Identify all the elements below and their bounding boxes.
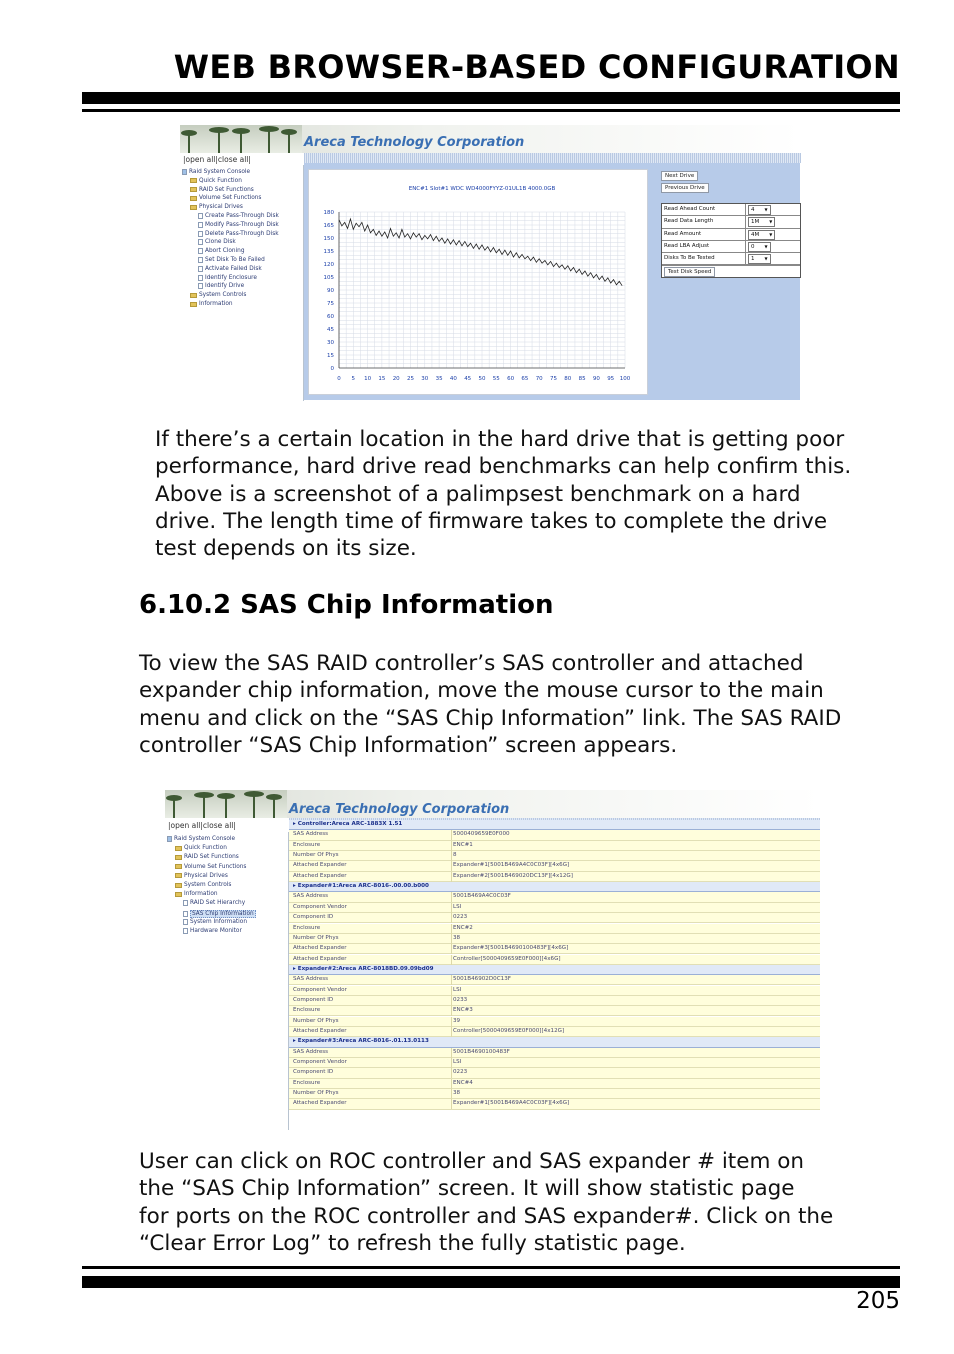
parameter-value-cell xyxy=(746,216,800,227)
sas-field-value: Expander#3[5001B4690100483F][4x6G] xyxy=(453,945,569,952)
x-tick-label: 95 xyxy=(607,376,615,382)
page-icon xyxy=(198,239,203,245)
sidebar-item[interactable] xyxy=(167,836,235,842)
folder-icon xyxy=(175,883,182,888)
sas-table-row xyxy=(289,924,820,934)
folder-icon xyxy=(175,846,182,851)
x-tick-label: 30 xyxy=(421,376,429,382)
company-name: Areca Technology Corporation xyxy=(304,135,525,150)
y-tick-label: 150 xyxy=(323,236,334,242)
folder-open-icon xyxy=(175,892,182,897)
company-name: Areca Technology Corporation xyxy=(289,802,510,817)
series-line xyxy=(339,219,622,286)
page-icon xyxy=(183,928,188,934)
page-icon xyxy=(198,275,203,281)
sas-table-row xyxy=(289,975,820,985)
sas-field-value: 39 xyxy=(453,1017,461,1024)
x-tick-label: 5 xyxy=(351,376,356,382)
sas-field-name: Component ID xyxy=(293,914,334,921)
sidebar-item[interactable] xyxy=(190,195,261,201)
sidebar-nav xyxy=(180,165,304,401)
sas-field-value: 5001B4690100483F xyxy=(453,1048,510,1055)
column-divider xyxy=(451,944,452,954)
x-tick-label: 0 xyxy=(337,376,341,382)
parameter-select-value: 4 xyxy=(751,206,765,214)
column-divider xyxy=(451,872,452,882)
chevron-down-icon: ▼ xyxy=(764,207,768,212)
sas-field-value: 38 xyxy=(453,934,461,941)
parameter-footer xyxy=(662,265,800,277)
column-divider xyxy=(451,975,452,985)
sas-device-title: ▸ Expander#2:Areca ARC-8018BD.09.09bd09 xyxy=(293,965,434,972)
x-tick-label: 55 xyxy=(492,376,500,382)
sas-field-name: Enclosure xyxy=(293,1007,321,1014)
column-divider xyxy=(451,1048,452,1058)
sas-field-name: Attached Expander xyxy=(293,955,347,962)
sas-field-value: LSI xyxy=(453,986,462,993)
sidebar-item-label: System Controls xyxy=(184,882,232,888)
sas-table-row xyxy=(289,1099,820,1109)
sas-field-value: ENC#4 xyxy=(453,1079,473,1086)
x-tick-label: 70 xyxy=(535,376,543,382)
folder-icon xyxy=(190,196,197,201)
footer-rule-thick xyxy=(82,1276,900,1288)
column-divider xyxy=(451,892,452,902)
sidebar-item-label: Information xyxy=(184,891,218,898)
parameter-select-value: 4M xyxy=(751,231,769,239)
x-tick-label: 20 xyxy=(392,376,400,382)
sidebar-item[interactable] xyxy=(190,204,243,210)
console-icon xyxy=(182,169,187,175)
sidebar-item-label: Volume Set Functions xyxy=(199,195,262,202)
parameter-row xyxy=(662,216,800,228)
paragraph-line: expander chip information, move the mouse cursor to the main xyxy=(139,678,824,704)
sidebar-item[interactable] xyxy=(198,257,265,263)
next-drive-button[interactable]: Next Drive xyxy=(661,171,698,181)
header-rule-thick xyxy=(82,92,900,104)
banner-palm-trees xyxy=(180,125,302,153)
column-divider xyxy=(451,1017,452,1027)
sas-field-name: Component Vendor xyxy=(293,903,347,910)
sas-field-value: 5001B469A4C0C03F xyxy=(453,893,511,900)
sidebar-item-label: Quick Function xyxy=(199,177,242,184)
sidebar-item-label: Physical Drives xyxy=(199,204,243,211)
folder-icon xyxy=(190,187,197,192)
paragraph-line: controller “SAS Chip Information” screen appears. xyxy=(139,732,678,758)
sidebar-item-label: Modify Pass-Through Disk xyxy=(205,221,279,228)
page-number: 205 xyxy=(856,1288,900,1314)
sas-field-value: ENC#1 xyxy=(453,841,473,848)
sas-table-row xyxy=(289,830,820,840)
column-divider xyxy=(451,1027,452,1037)
parameter-label: Read Ahead Count xyxy=(662,204,746,215)
palm-trees-icon xyxy=(180,125,302,153)
sas-field-name: Enclosure xyxy=(293,841,321,848)
sas-table-row xyxy=(289,892,820,902)
chevron-down-icon: ▼ xyxy=(769,219,773,225)
sas-table-row xyxy=(289,872,820,882)
sidebar-item-label: System Controls xyxy=(199,292,247,299)
folder-open-icon xyxy=(190,205,197,210)
disk-benchmark-screenshot xyxy=(180,125,801,401)
sidebar-item-label: Identify Enclosure xyxy=(205,274,257,281)
chart-title: ENC#1 Slot#1 WDC WD4000FYYZ-01UL1B 4000.0GB xyxy=(408,186,556,192)
sas-table-row xyxy=(289,903,820,913)
sidebar-item-label: Abort Cloning xyxy=(205,248,245,255)
open-close-all-link[interactable]: |open all|close all| xyxy=(183,155,251,164)
sas-field-name: Enclosure xyxy=(293,1079,321,1086)
parameter-value-cell xyxy=(746,253,800,264)
sas-table-row xyxy=(289,841,820,851)
sidebar-item[interactable] xyxy=(175,882,231,888)
sas-table-row xyxy=(289,861,820,871)
column-divider xyxy=(451,1079,452,1089)
sidebar-item[interactable] xyxy=(175,845,227,851)
sidebar-item-label: Volume Set Functions xyxy=(184,863,247,870)
sas-device-header[interactable] xyxy=(289,820,820,830)
sidebar-item[interactable] xyxy=(198,248,245,254)
x-tick-label: 65 xyxy=(521,376,529,382)
sidebar-item-label: Activate Failed Disk xyxy=(205,265,262,272)
sidebar-item[interactable] xyxy=(183,900,245,906)
column-divider xyxy=(451,913,452,923)
sas-table-row xyxy=(289,1017,820,1027)
sidebar-item-label: SAS Chip Information xyxy=(192,910,254,917)
folder-icon xyxy=(190,302,197,307)
sidebar-item-label: Raid System Console xyxy=(174,836,236,842)
header-rule-thin xyxy=(82,109,900,112)
x-tick-label: 85 xyxy=(578,376,586,382)
sas-field-value: ENC#3 xyxy=(453,1007,473,1014)
sas-field-value: LSI xyxy=(453,1059,462,1066)
chart-panel xyxy=(304,163,800,400)
sidebar-item-label: Physical Drives xyxy=(184,872,228,879)
column-divider xyxy=(451,996,452,1006)
sidebar-item-label: System Information xyxy=(190,918,248,925)
page-icon xyxy=(198,248,203,254)
parameter-select-value: 0 xyxy=(751,243,765,251)
x-tick-label: 35 xyxy=(435,376,443,382)
parameter-select[interactable] xyxy=(748,254,771,264)
sidebar-item-label: Raid System Console xyxy=(189,169,251,175)
parameter-row xyxy=(662,229,800,241)
sas-field-value: 0223 xyxy=(453,914,468,921)
sas-field-name: Number Of Phys xyxy=(293,1090,339,1097)
column-divider xyxy=(451,861,452,871)
sas-field-name: Component Vendor xyxy=(293,1059,347,1066)
sidebar-item[interactable] xyxy=(182,169,250,175)
chevron-down-icon: ▼ xyxy=(764,256,768,262)
sas-field-name: Component Vendor xyxy=(293,986,347,993)
sidebar-item[interactable] xyxy=(190,301,233,307)
sidebar-item-label: Information xyxy=(199,301,233,307)
column-divider xyxy=(451,1006,452,1016)
column-divider xyxy=(451,986,452,996)
parameter-select[interactable] xyxy=(748,217,775,227)
parameter-row xyxy=(662,204,800,216)
parameter-select-value: 1M xyxy=(751,218,769,226)
sidebar-item[interactable] xyxy=(198,213,279,219)
folder-icon xyxy=(175,864,182,869)
page-icon xyxy=(183,919,188,925)
sas-chip-info-screenshot xyxy=(165,790,820,1130)
paragraph-line: Above is a screenshot of a palimpsest benchmark on a hard xyxy=(155,481,801,507)
chevron-down-icon: ▼ xyxy=(769,231,773,237)
sas-table-row xyxy=(289,996,820,1006)
paragraph-line: If there’s a certain location in the hard drive that is getting poor xyxy=(155,427,845,452)
page-title: WEB BROWSER-BASED CONFIGURATION xyxy=(173,48,900,86)
page-icon xyxy=(198,213,203,219)
sas-device-header[interactable] xyxy=(289,882,820,892)
sas-field-value: 8 xyxy=(453,852,457,859)
sas-chip-table xyxy=(289,820,820,1130)
sidebar-nav xyxy=(165,832,289,1130)
column-divider xyxy=(451,924,452,934)
paragraph-line: for ports on the ROC controller and SAS expander#. Click on the xyxy=(139,1203,834,1229)
sas-field-name: Attached Expander xyxy=(293,945,347,952)
page-icon xyxy=(183,911,188,917)
sas-field-value: Expander#1[5001B469A4C0C03F][4x6G] xyxy=(453,862,570,869)
sas-table-row xyxy=(289,986,820,996)
parameter-value-cell xyxy=(746,229,800,240)
sas-field-name: Attached Expander xyxy=(293,862,347,869)
sidebar-item-label: Quick Function xyxy=(184,845,227,852)
sas-table-row xyxy=(289,944,820,954)
y-tick-label: 75 xyxy=(327,301,334,307)
x-tick-label: 80 xyxy=(564,376,572,382)
parameter-select[interactable] xyxy=(748,205,771,215)
y-tick-label: 135 xyxy=(323,249,334,255)
paragraph-line: User can click on ROC controller and SAS expander # item on xyxy=(139,1149,805,1174)
sas-field-name: SAS Address xyxy=(293,831,329,838)
sas-field-name: Number Of Phys xyxy=(293,1017,339,1024)
sas-table-row xyxy=(289,1027,820,1037)
column-divider xyxy=(451,1058,452,1068)
paragraph-line: “Clear Error Log” to refresh the fully statistic page. xyxy=(139,1230,686,1256)
chevron-down-icon: ▼ xyxy=(764,243,768,249)
y-tick-label: 15 xyxy=(327,353,334,359)
x-tick-label: 40 xyxy=(449,376,457,382)
sidebar-item-label: RAID Set Functions xyxy=(184,854,239,861)
benchmark-line-chart xyxy=(309,170,649,396)
sidebar-item[interactable] xyxy=(183,928,242,934)
y-tick-label: 0 xyxy=(330,366,334,372)
page-icon xyxy=(198,231,203,237)
sas-field-value: Expander#1[5001B469A4C0C03F][4x6G] xyxy=(453,1100,570,1107)
paragraph-line: drive. The length time of firmware takes to complete the drive xyxy=(155,508,828,534)
page-icon xyxy=(198,257,203,263)
x-tick-label: 50 xyxy=(478,376,486,382)
palm-trees-icon xyxy=(165,790,287,818)
sas-field-value: 0223 xyxy=(453,1069,468,1076)
sas-field-value: 38 xyxy=(453,1090,461,1097)
folder-icon xyxy=(190,293,197,298)
sidebar-item-label: RAID Set Hierarchy xyxy=(190,900,246,907)
sidebar-item[interactable] xyxy=(183,919,247,925)
test-disk-speed-button[interactable]: Test Disk Speed xyxy=(664,267,715,277)
sidebar-item-label: RAID Set Functions xyxy=(199,186,254,193)
sas-device-header[interactable] xyxy=(289,1037,820,1047)
sidebar-item[interactable] xyxy=(198,222,279,228)
y-tick-label: 30 xyxy=(327,340,334,346)
page-icon xyxy=(198,266,203,272)
sidebar-item[interactable] xyxy=(175,891,218,897)
sas-table-row xyxy=(289,934,820,944)
sas-table-row xyxy=(289,955,820,965)
sas-device-title: ▸ Controller:Areca ARC-1883X 1.51 xyxy=(293,821,403,827)
sas-field-value: Expander#2[5001B469020DC13F][4x12G] xyxy=(453,872,573,879)
column-divider xyxy=(451,934,452,944)
x-tick-label: 60 xyxy=(507,376,515,382)
sas-device-title: ▸ Expander#3:Areca ARC-8016-.01.13.0113 xyxy=(293,1038,429,1045)
parameter-value-cell xyxy=(746,241,800,252)
parameter-select[interactable] xyxy=(748,242,771,252)
sas-table-row xyxy=(289,913,820,923)
sas-table-row xyxy=(289,1089,820,1099)
parameter-label: Read Amount xyxy=(662,229,746,240)
x-tick-label: 90 xyxy=(592,376,600,382)
sas-field-value: Controller[5000409659E0F000][4x6G] xyxy=(453,955,561,962)
parameter-row xyxy=(662,253,800,265)
sas-field-name: Component ID xyxy=(293,1069,334,1076)
parameter-select[interactable] xyxy=(748,230,775,240)
sidebar-item[interactable] xyxy=(198,275,257,281)
sas-device-header[interactable] xyxy=(289,965,820,975)
sas-table-row xyxy=(289,1068,820,1078)
sas-field-name: SAS Address xyxy=(293,976,329,983)
parameter-label: Disks To Be Tested xyxy=(662,253,746,264)
sidebar-item[interactable] xyxy=(198,239,236,245)
previous-drive-button[interactable]: Previous Drive xyxy=(661,183,709,193)
sas-field-value: 5000409659E0F000 xyxy=(453,831,510,838)
console-icon xyxy=(167,836,172,842)
page-icon xyxy=(183,900,188,906)
y-tick-label: 180 xyxy=(323,210,334,216)
y-tick-label: 105 xyxy=(323,275,334,281)
chart-paper xyxy=(308,169,648,395)
sidebar-item[interactable] xyxy=(175,873,228,879)
column-divider xyxy=(451,1089,452,1099)
column-divider xyxy=(451,903,452,913)
y-tick-label: 60 xyxy=(327,314,334,320)
sas-device-title: ▸ Expander#1:Areca ARC-8016-.00.00.b000 xyxy=(293,883,429,890)
sas-field-name: Attached Expander xyxy=(293,1100,347,1107)
column-divider xyxy=(451,830,452,840)
sas-field-value: LSI xyxy=(453,903,462,910)
sidebar-item-label: Clone Disk xyxy=(205,239,236,246)
paragraph-line: To view the SAS RAID controller’s SAS controller and attached xyxy=(139,651,804,676)
paragraph-line: performance, hard drive read benchmarks can help confirm this. xyxy=(155,454,852,480)
paragraph-sas-intro xyxy=(139,650,841,759)
footer-rule-thin xyxy=(82,1266,900,1269)
sas-table-row xyxy=(289,1006,820,1016)
column-divider xyxy=(451,1099,452,1109)
sidebar-item[interactable] xyxy=(183,910,256,918)
parameter-value-cell xyxy=(746,204,800,215)
sidebar-item[interactable] xyxy=(190,187,254,193)
sas-field-value: ENC#2 xyxy=(453,924,473,931)
x-tick-label: 10 xyxy=(364,376,372,382)
y-tick-label: 165 xyxy=(323,223,334,229)
sidebar-item[interactable] xyxy=(198,266,262,272)
x-tick-label: 75 xyxy=(550,376,557,382)
column-divider xyxy=(451,851,452,861)
paragraph-benchmark xyxy=(155,426,851,562)
parameter-label: Read Data Length xyxy=(662,216,746,227)
x-tick-label: 25 xyxy=(407,376,414,382)
y-tick-label: 45 xyxy=(327,327,334,333)
paragraph-statistics xyxy=(139,1148,833,1257)
sidebar-item[interactable] xyxy=(190,178,242,184)
y-tick-label: 90 xyxy=(327,288,334,294)
sas-field-name: Component ID xyxy=(293,996,334,1003)
sidebar-item-label: Create Pass-Through Disk xyxy=(205,213,279,219)
column-divider xyxy=(451,1068,452,1078)
sas-field-name: Attached Expander xyxy=(293,872,347,879)
folder-icon xyxy=(190,178,197,183)
sidebar-item-label: Identify Drive xyxy=(205,283,245,290)
sas-table-row xyxy=(289,1079,820,1089)
folder-icon xyxy=(175,855,182,860)
sidebar-item[interactable] xyxy=(198,283,244,289)
banner-palm-trees xyxy=(165,790,287,818)
sas-field-name: Enclosure xyxy=(293,924,321,931)
sas-field-name: Number Of Phys xyxy=(293,934,339,941)
sas-field-value: 5001B46902D0C13F xyxy=(453,976,511,983)
paragraph-line: menu and click on the “SAS Chip Information” link. The SAS RAID xyxy=(139,705,842,731)
sas-table-row xyxy=(289,851,820,861)
sidebar-item[interactable] xyxy=(175,864,246,870)
x-tick-label: 15 xyxy=(378,376,386,382)
sidebar-item[interactable] xyxy=(190,292,246,298)
column-divider xyxy=(451,841,452,851)
column-divider xyxy=(451,955,452,965)
speed-test-parameters xyxy=(661,203,801,278)
sidebar-item-label: Set Disk To Be Failed xyxy=(205,257,265,263)
section-title: 6.10.2 SAS Chip Information xyxy=(139,590,554,620)
x-tick-label: 45 xyxy=(464,376,472,382)
parameter-label: Read LBA Adjust xyxy=(662,241,746,252)
page-icon xyxy=(198,283,203,289)
sidebar-item[interactable] xyxy=(175,854,239,860)
sas-table-row xyxy=(289,1048,820,1058)
parameter-row xyxy=(662,241,800,253)
sidebar-item-label: Delete Pass-Through Disk xyxy=(205,230,279,237)
sas-field-name: SAS Address xyxy=(293,1048,329,1055)
x-tick-label: 100 xyxy=(619,376,631,382)
sidebar-item[interactable] xyxy=(198,231,279,237)
parameter-select-value: 1 xyxy=(751,255,765,263)
header-stripe xyxy=(304,153,801,163)
open-close-all-link[interactable]: |open all|close all| xyxy=(168,821,236,830)
sas-field-name: Attached Expander xyxy=(293,1028,347,1034)
sas-field-value: 0233 xyxy=(453,996,468,1003)
sidebar-item-label: Hardware Monitor xyxy=(190,928,242,934)
y-tick-label: 120 xyxy=(323,262,334,268)
paragraph-line: test depends on its size. xyxy=(155,536,417,562)
sas-field-name: SAS Address xyxy=(293,893,329,900)
folder-icon xyxy=(175,873,182,878)
paragraph-line: the “SAS Chip Information” screen. It will show statistic page xyxy=(139,1176,795,1202)
sas-table-row xyxy=(289,1058,820,1068)
page-icon xyxy=(198,222,203,228)
sas-field-value: Controller[5000409659E0F000][4x12G] xyxy=(453,1028,565,1034)
sas-field-name: Number Of Phys xyxy=(293,852,339,859)
